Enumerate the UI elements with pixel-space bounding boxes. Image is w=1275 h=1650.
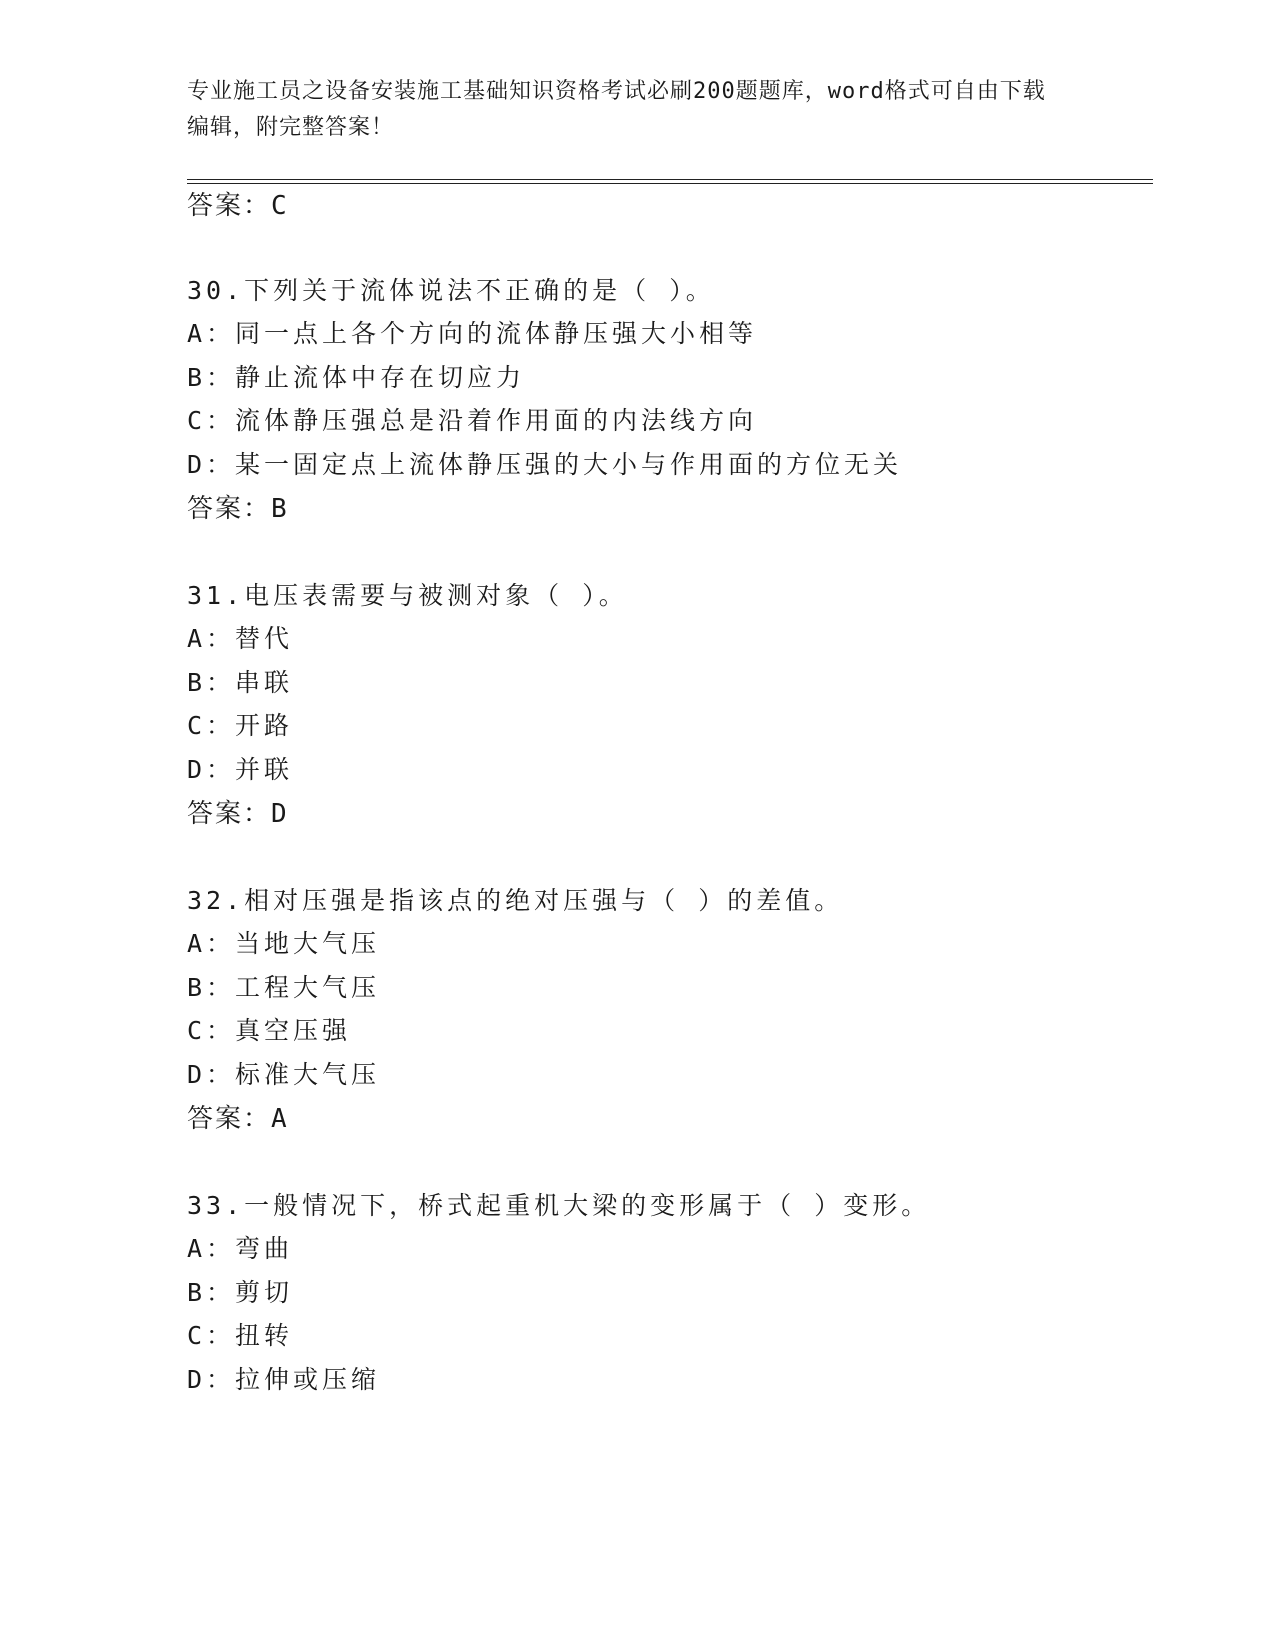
question-stem: 32.相对压强是指该点的绝对压强与（ ）的差值。 [187, 886, 844, 915]
option-c: C：真空压强 [187, 1016, 352, 1045]
option-b: B：剪切 [187, 1278, 294, 1307]
header-divider-bottom [187, 183, 1153, 184]
option-c: C：扭转 [187, 1321, 294, 1350]
answer-line: 答案：A [187, 1104, 289, 1134]
option-c: C：开路 [187, 711, 294, 740]
option-a: A：弯曲 [187, 1234, 294, 1263]
option-b: B：工程大气压 [187, 973, 381, 1002]
answer-line: 答案：B [187, 494, 289, 524]
option-a: A：当地大气压 [187, 929, 381, 958]
question-stem: 31.电压表需要与被测对象（ ）。 [187, 581, 628, 610]
answer-line: 答案：D [187, 799, 289, 829]
answer-line: 答案：C [187, 191, 289, 221]
option-b: B：串联 [187, 668, 294, 697]
document-header: 专业施工员之设备安装施工基础知识资格考试必刷200题题库，word格式可自由下载编辑，附完整答案！ [187, 79, 1046, 140]
question-stem: 30.下列关于流体说法不正确的是（ ）。 [187, 276, 715, 305]
option-a: A：同一点上各个方向的流体静压强大小相等 [187, 319, 758, 348]
option-d: D：并联 [187, 755, 294, 784]
option-d: D：拉伸或压缩 [187, 1365, 381, 1394]
option-d: D：标准大气压 [187, 1060, 381, 1089]
option-c: C：流体静压强总是沿着作用面的内法线方向 [187, 406, 758, 435]
option-b: B：静止流体中存在切应力 [187, 363, 526, 392]
option-d: D：某一固定点上流体静压强的大小与作用面的方位无关 [187, 450, 903, 479]
option-a: A：替代 [187, 624, 294, 653]
question-stem: 33.一般情况下，桥式起重机大梁的变形属于（ ）变形。 [187, 1191, 931, 1220]
header-divider-top [187, 179, 1153, 180]
